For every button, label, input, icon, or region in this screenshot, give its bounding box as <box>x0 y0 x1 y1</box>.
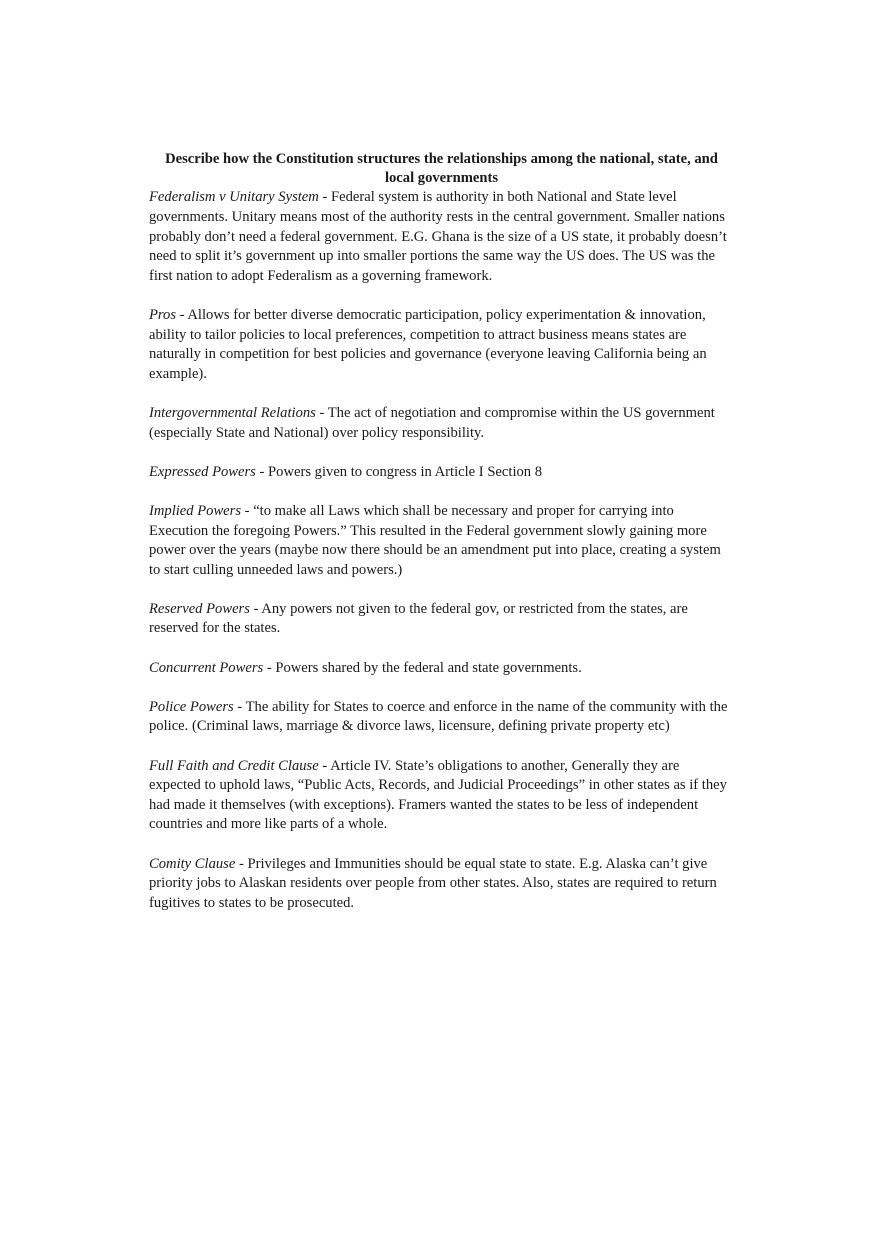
document-title: Describe how the Constitution structures the relationships among the national, state, and local governments <box>165 151 718 187</box>
section-term: Full Faith and Credit Clause <box>149 757 319 774</box>
section-text: The ability for States to coerce and enforce in the name of the community with the police. (Criminal laws, marriage & divorce laws, licensure, defining private property etc) <box>149 698 728 735</box>
section-text: Powers shared by the federal and state governments. <box>275 659 582 676</box>
document-body <box>149 150 734 933</box>
section-term: Police Powers <box>149 698 234 715</box>
section-separator: - <box>315 404 328 421</box>
section-police-powers <box>149 698 734 737</box>
section-pros <box>149 306 734 384</box>
section-term: Concurrent Powers <box>149 659 264 676</box>
section-separator: - <box>235 855 248 872</box>
section-separator: - <box>255 463 269 480</box>
section-separator: - <box>233 698 246 715</box>
section-separator: - <box>176 306 188 323</box>
section-comity-clause <box>149 855 734 914</box>
section-text: “to make all Laws which shall be necessary and proper for carrying into Execution the foregoing Powers.” This resulted in the Federal government slowly gaining more power over the years (maybe now there should be an amendment put into place, creating a system to start culling unneeded laws and powers.) <box>149 502 721 578</box>
section-term: Pros <box>149 306 177 323</box>
section-text: Any powers not given to the federal gov, or restricted from the states, are reserved for the states. <box>149 600 688 637</box>
section-text: Federal system is authority in both National and State level governments. Unitary means most of the authority rests in the central government. Smaller nations probably don’t need a federal government. E.G. Ghana is the size of a US state, it probably doesn’t need to split it’s government up into smaller portions the same way the US does. The US was the first nation to adopt Federalism as a governing framework. <box>149 189 727 284</box>
section-term: Reserved Powers <box>149 600 250 617</box>
section-separator: - <box>241 502 254 519</box>
section-text: Article IV. State’s obligations to another, Generally they are expected to uphold laws, “Public Acts, Records, and Judicial Proceedings” in other states as if they had made it themselves (with exceptions). Framers wanted the states to be less of independent countries and more like parts of a whole. <box>149 757 727 833</box>
section-text: Privileges and Immunities should be equal state to state. E.g. Alaska can’t give priority jobs to Alaskan residents over people from other states. Also, states are required to return fugitives to states to be prosecuted. <box>149 855 717 911</box>
section-intergovernmental-relations <box>149 404 734 443</box>
section-expressed-powers <box>149 463 734 483</box>
section-implied-powers <box>149 502 734 580</box>
section-term: Intergovernmental Relations <box>149 404 316 421</box>
section-separator: - <box>263 659 276 676</box>
section-text: The act of negotiation and compromise within the US government (especially State and National) over policy responsibility. <box>149 404 715 441</box>
section-term: Comity Clause <box>149 855 236 872</box>
section-full-faith-and-credit-clause <box>149 757 734 835</box>
section-separator: - <box>318 757 331 774</box>
section-separator: - <box>318 189 331 206</box>
section-text: Powers given to congress in Article I Section 8 <box>268 463 543 480</box>
section-term: Expressed Powers <box>149 463 256 480</box>
section-term: Federalism v Unitary System <box>149 189 319 206</box>
section-term: Implied Powers <box>149 502 242 519</box>
section-reserved-powers <box>149 600 734 639</box>
section-concurrent-powers <box>149 659 734 679</box>
section-text: Allows for better diverse democratic participation, policy experimentation & innovation, ability to tailor policies to local preferences, competition to attract business means states are naturally in competition for best policies and governance (everyone leaving California being an example). <box>149 306 707 382</box>
section-federalism <box>149 188 734 286</box>
section-separator: - <box>249 600 262 617</box>
